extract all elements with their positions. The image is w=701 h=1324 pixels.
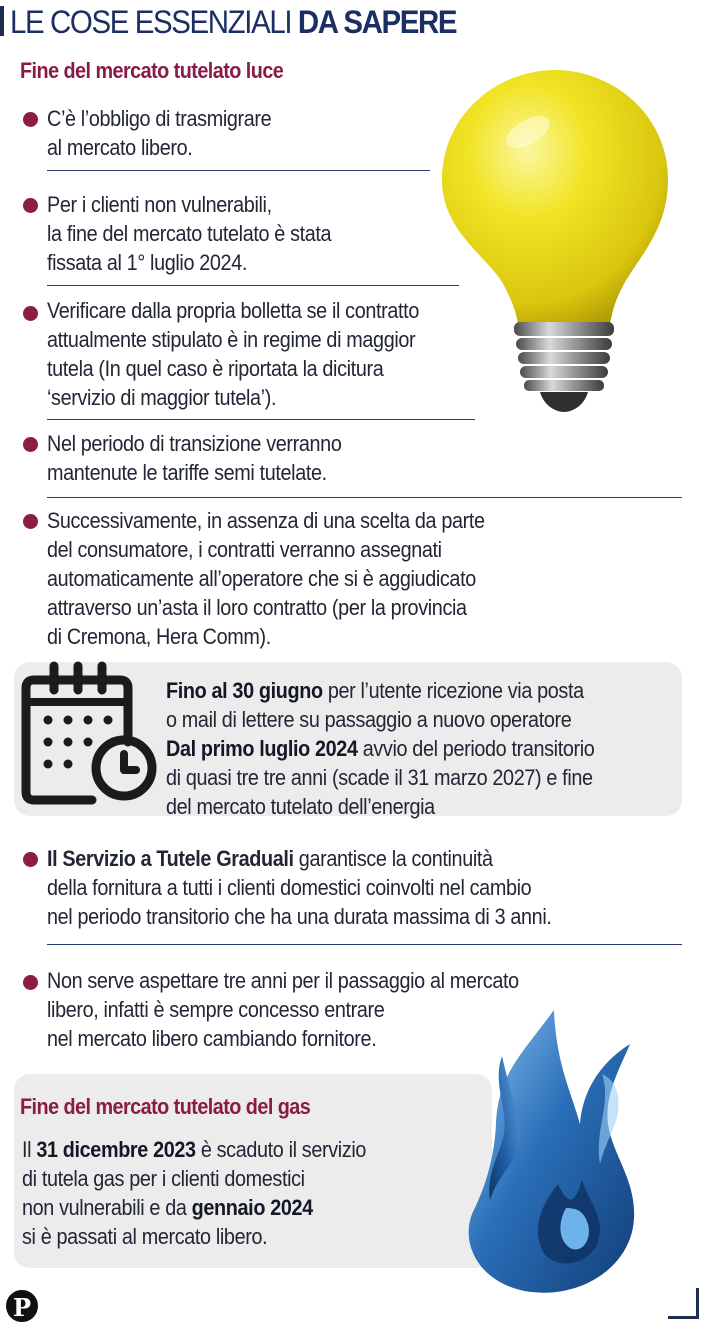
- date-gennaio-2024: gennaio 2024: [191, 1195, 313, 1220]
- bullet-dot: [23, 437, 38, 452]
- date-30-giugno: Fino al 30 giugno: [166, 678, 323, 703]
- gas-flame-icon: [462, 1004, 640, 1296]
- publisher-logo: P: [6, 1290, 38, 1322]
- calendar-text: Fino al 30 giugno per l’utente ricezione via posta o mail di lettere su passaggio a nuovo operatore Dal primo luglio 2024 avvio del periodo transitorio di quasi tre tre anni (scade il 31 marzo 2027) e fine del mercato tutelato dell’energia: [166, 678, 595, 819]
- corner-mark: [668, 1288, 699, 1319]
- bullet-dot: [23, 852, 38, 867]
- gas-text: Il 31 dicembre 2023 è scaduto il servizio di tutela gas per i clienti domestici non vulnerabili e da gennaio 2024 si è passati al mercato libero.: [22, 1137, 367, 1249]
- divider: [47, 170, 430, 171]
- divider: [47, 944, 682, 945]
- date-31-dicembre: 31 dicembre 2023: [36, 1137, 196, 1162]
- divider: [47, 419, 475, 420]
- bullet-text-successivamente: Successivamente, in assenza di una scelta da parte del consumatore, i contratti verranno assegnati automaticamente all’operatore che si è aggiudicato attraverso un’asta il loro contratto (per la provincia di Cremona, Hera Comm).: [47, 508, 485, 649]
- lightbulb-icon: [432, 62, 678, 422]
- title-accent-bar: [0, 6, 4, 36]
- bullet-dot: [23, 112, 38, 127]
- date-primo-luglio: Dal primo luglio 2024: [166, 736, 358, 761]
- section-heading-luce: Fine del mercato tutelato luce: [20, 58, 284, 83]
- bullet-text-transizione: Nel periodo di transizione verranno mantenute le tariffe semi tutelate.: [47, 431, 342, 485]
- section-heading-gas: Fine del mercato tutelato del gas: [20, 1094, 311, 1119]
- calendar-clock-icon: [14, 660, 164, 810]
- bullet-text-obbligo: C’è l’obbligo di trasmigrare al mercato libero.: [47, 106, 272, 160]
- bullet-dot: [23, 198, 38, 213]
- bullet-text-aspettare: Non serve aspettare tre anni per il passaggio al mercato libero, infatti è sempre concesso entrare nel mercato libero cambiando fornitore.: [47, 968, 519, 1051]
- bullet-dot: [23, 306, 38, 321]
- divider: [47, 497, 682, 498]
- bullet-text-tutele-graduali: Il Servizio a Tutele Graduali garantisce la continuità della fornitura a tutti i clienti domestici coinvolti nel cambio nel periodo transitorio che ha una durata massima di 3 anni.: [47, 846, 552, 929]
- bullet-text-verificare: Verificare dalla propria bolletta se il contratto attualmente stipulato è in regime di maggior tutela (In quel caso è riportata la dicitura ‘servizio di maggior tutela’).: [47, 298, 419, 410]
- bullet-text-non-vulnerabili: Per i clienti non vulnerabili, la fine del mercato tutelato è stata fissata al 1° luglio 2024.: [47, 192, 332, 275]
- bullet-dot: [23, 514, 38, 529]
- page-title: LE COSE ESSENZIALI DA SAPERE: [10, 4, 457, 40]
- divider: [47, 285, 459, 286]
- bullet-dot: [23, 975, 38, 990]
